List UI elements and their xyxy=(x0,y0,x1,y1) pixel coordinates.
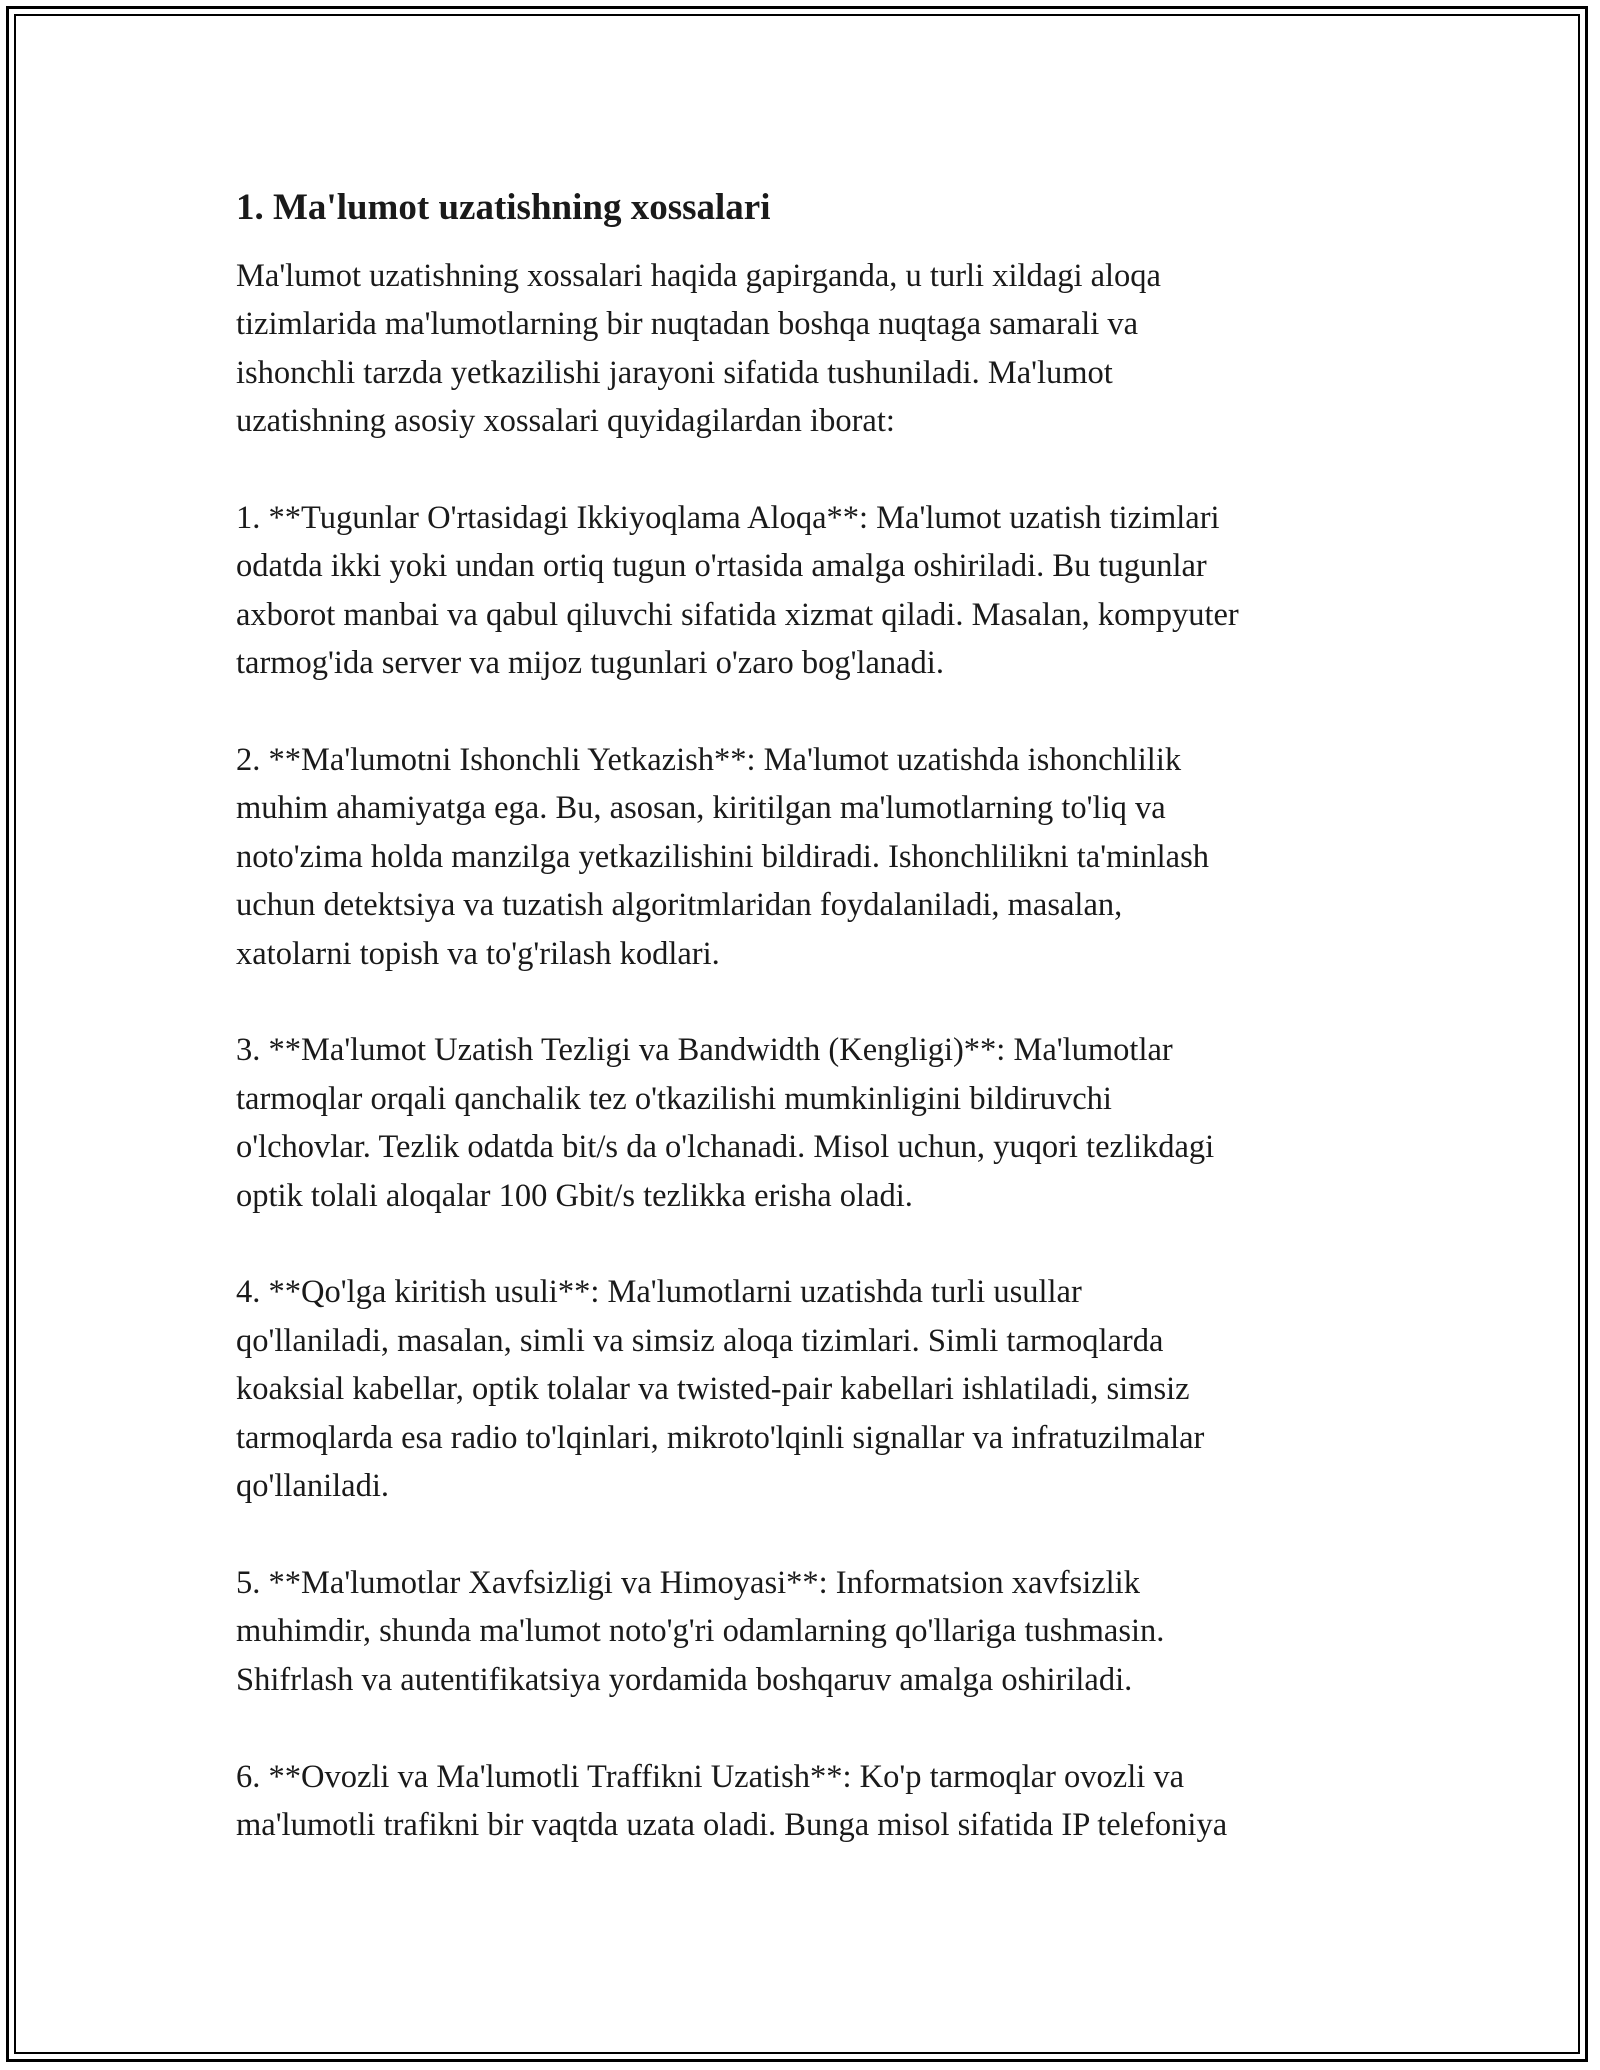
list-item-4: 4. **Qo'lga kiritish usuli**: Ma'lumotlarni uzatishda turli usullar qo'llaniladi, masalan, simli va simsiz aloqa tizimlari. Simli tarmoqlarda koaksial kabellar, optik tolalar va twisted-pair kabellari ishlatiladi, simsiz tarmoqlarda esa radio to'lqinlari, mikroto'lqinli signallar va infratuzilmalar qo'llaniladi. xyxy=(236,1274,1205,1505)
section-heading: 1. Ma'lumot uzatishning xossalari xyxy=(236,187,771,228)
list-item-5: 5. **Ma'lumotlar Xavfsizligi va Himoyasi**: Informatsion xavfsizlik muhimdir, shunda ma'lumot noto'g'ri odamlarning qo'llariga tushmasin. Shifrlash va autentifikatsiya yordamida boshqaruv amalga oshiriladi. xyxy=(236,1564,1165,1698)
list-item-1: 1. **Tugunlar O'rtasidagi Ikkiyoqlama Aloqa**: Ma'lumot uzatish tizimlari odatda ikki yoki undan ortiq tugun o'rtasida amalga oshiriladi. Bu tugunlar axborot manbai va qabul qiluvchi sifatida xizmat qiladi. Masalan, kompyuter tarmog'ida server va mijoz tugunlari o'zaro bog'lanadi. xyxy=(236,500,1239,682)
list-item-3: 3. **Ma'lumot Uzatish Tezligi va Bandwidth (Kengligi)**: Ma'lumotlar tarmoqlar orqali qanchalik tez o'tkazilishi mumkinligini bildiruvchi o'lchovlar. Tezlik odatda bit/s da o'lchanadi. Misol uchun, yuqori tezlikdagi optik tolali aloqalar 100 Gbit/s tezlikka erisha oladi. xyxy=(236,1032,1215,1214)
list-item-6: 6. **Ovozli va Ma'lumotli Traffikni Uzatish**: Ko'p tarmoqlar ovozli va ma'lumotli trafikni bir vaqtda uzata oladi. Bunga misol sifatida IP telefoniya xyxy=(236,1758,1228,1843)
intro-paragraph: Ma'lumot uzatishning xossalari haqida gapirganda, u turli xildagi aloqa tizimlarida ma'lumotlarning bir nuqtadan boshqa nuqtaga samarali va ishonchli tarzda yetkazilishi jarayoni sifatida tushuniladi. Ma'lumot uzatishning asosiy xossalari quyidagilardan iborat: xyxy=(236,258,1161,440)
list-item-2: 2. **Ma'lumotni Ishonchli Yetkazish**: Ma'lumot uzatishda ishonchlilik muhim ahamiyatga ega. Bu, asosan, kiritilgan ma'lumotlarning to'liq va noto'zima holda manzilga yetkazilishini bildiradi. Ishonchlilikni ta'minlash uchun detektsiya va tuzatish algoritmlaridan foydalaniladi, masalan, xatolarni topish va to'g'rilash kodlari. xyxy=(236,742,1209,972)
document-body xyxy=(236,184,1386,1898)
